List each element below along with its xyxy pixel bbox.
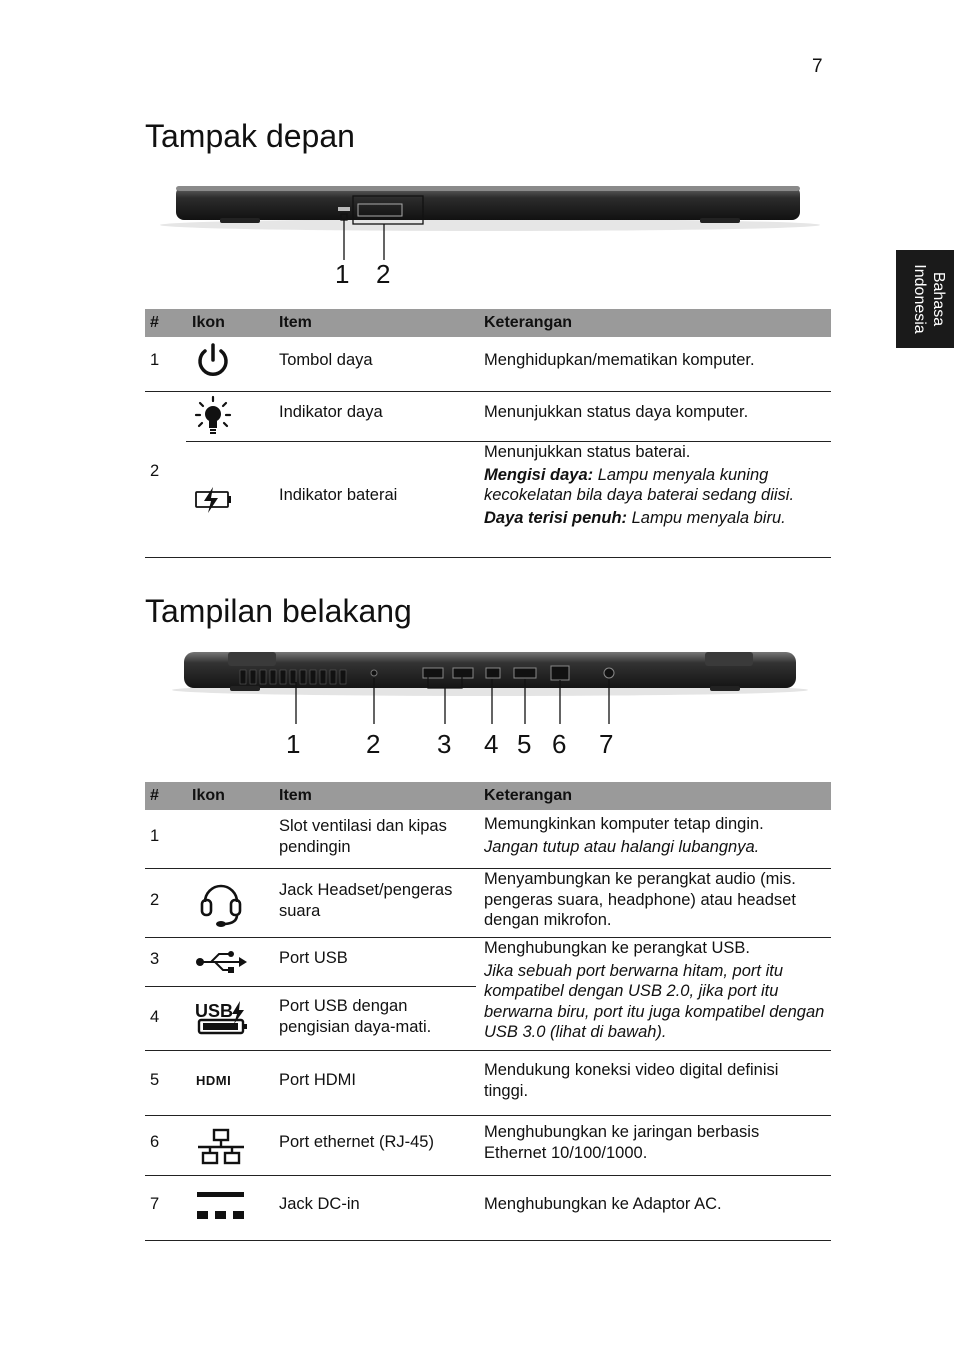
rear-row4-item: Port USB dengan pengisian daya-mati. [279,997,432,1036]
header-icon: Ikon [192,314,225,331]
power-indicator-icon [193,395,233,439]
usb-charge-icon [194,1000,250,1036]
rear-row7-desc: Menghubungkan ke Adaptor AC. [484,1195,722,1213]
front-row2-num: 2 [150,462,160,480]
rear-row5-item: Port HDMI [279,1071,357,1089]
divider [145,1050,831,1051]
front-row3-item: Indikator baterai [279,486,398,504]
front-table-header [145,309,831,337]
ethernet-icon [198,1128,244,1166]
divider [145,1175,831,1176]
header-desc: Keterangan [484,787,573,804]
rear-row2-desc: Menyambungkan ke perangkat audio (mis. pengeras suara, headphone) atau headset dengan mikrofon. [484,870,796,929]
side-tab-line2: Indonesia [911,264,928,334]
rear-row7-num: 7 [150,1195,160,1213]
rear-callout-4: 4 [484,729,499,759]
rear-row6-desc: Menghubungkan ke jaringan berbasis Ethernet 10/100/1000. [484,1123,760,1162]
rear-table-header [145,782,831,810]
dc-in-icon [196,1190,246,1222]
divider [145,986,476,987]
rear-row5-num: 5 [150,1071,160,1089]
rear-row6-item: Port ethernet (RJ-45) [279,1133,434,1151]
divider [145,1115,831,1116]
rear-callout-2: 2 [366,729,381,759]
hdmi-icon-text: HDMI [196,1073,232,1087]
rear-callout-7: 7 [599,729,614,759]
charging-text: Lampu menyala kuning kecokelatan bila daya baterai sedang diisi. [484,465,795,504]
rear-row1-num: 1 [150,827,160,845]
rear-callout-5: 5 [517,729,532,759]
rear-row2-num: 2 [150,891,160,909]
rear-row6-num: 6 [150,1133,160,1151]
header-num: # [150,787,159,804]
full-label: Daya terisi penuh: [484,508,628,527]
header-desc: Keterangan [484,314,573,331]
divider [145,391,831,392]
front-callout-2: 2 [376,259,391,289]
hdmi-icon [196,1073,248,1087]
usb-icon [195,950,247,974]
front-callout-1: 1 [335,259,350,289]
power-icon [194,342,232,380]
rear-row3-desc [484,938,826,1043]
rear-row3-item: Port USB [279,949,348,967]
battery-status-text: Menunjukkan status baterai. [484,443,691,461]
side-tab-line1: Bahasa [930,271,947,327]
usb-charge-icon-text: USB [195,1001,234,1021]
vent-desc: Memungkinkan komputer tetap dingin. [484,815,764,833]
header-num: # [150,314,159,331]
battery-charging-icon [193,487,233,513]
front-laptop-illustration [160,180,820,260]
rear-row3-num: 3 [150,950,160,968]
rear-row4-num: 4 [150,1008,160,1026]
page-number: 7 [812,56,823,77]
rear-laptop-illustration [170,646,810,736]
front-section-title: Tampak depan [145,118,355,154]
front-row1-desc: Menghidupkan/mematikan komputer. [484,351,755,369]
front-row1-item: Tombol daya [279,351,373,369]
front-row1-num: 1 [150,351,160,369]
header-icon: Ikon [192,787,225,804]
rear-row5-desc: Mendukung koneksi video digital definisi tinggi. [484,1061,779,1100]
full-text: Lampu menyala biru. [627,508,786,527]
rear-row2-item: Jack Headset/pengeras suara [279,881,453,920]
vent-warning: Jangan tutup atau halangi lubangnya. [484,837,760,856]
usb-note: Jika sebuah port berwarna hitam, port itu kompatibel dengan USB 2.0, jika port itu berwarna biru, port itu juga kompatibel dengan USB 3.0 (lihat di bawah). [484,961,825,1041]
rear-callout-1: 1 [286,729,301,759]
front-row3-desc [484,442,826,528]
header-item: Item [279,787,312,804]
divider [145,1240,831,1241]
front-row2-desc: Menunjukkan status daya komputer. [484,403,749,421]
language-side-tab [896,250,954,348]
rear-row1-item: Slot ventilasi dan kipas pendingin [279,817,447,856]
rear-row7-item: Jack DC-in [279,1195,360,1213]
front-row2-item: Indikator daya [279,403,383,421]
rear-section-title: Tampilan belakang [145,593,412,629]
divider [145,557,831,558]
usb-desc: Menghubungkan ke perangkat USB. [484,939,751,957]
header-item: Item [279,314,312,331]
rear-row1-desc [484,814,826,857]
rear-callout-6: 6 [552,729,567,759]
rear-callout-3: 3 [437,729,452,759]
headset-icon [199,876,243,928]
charging-label: Mengisi daya: [484,465,594,484]
